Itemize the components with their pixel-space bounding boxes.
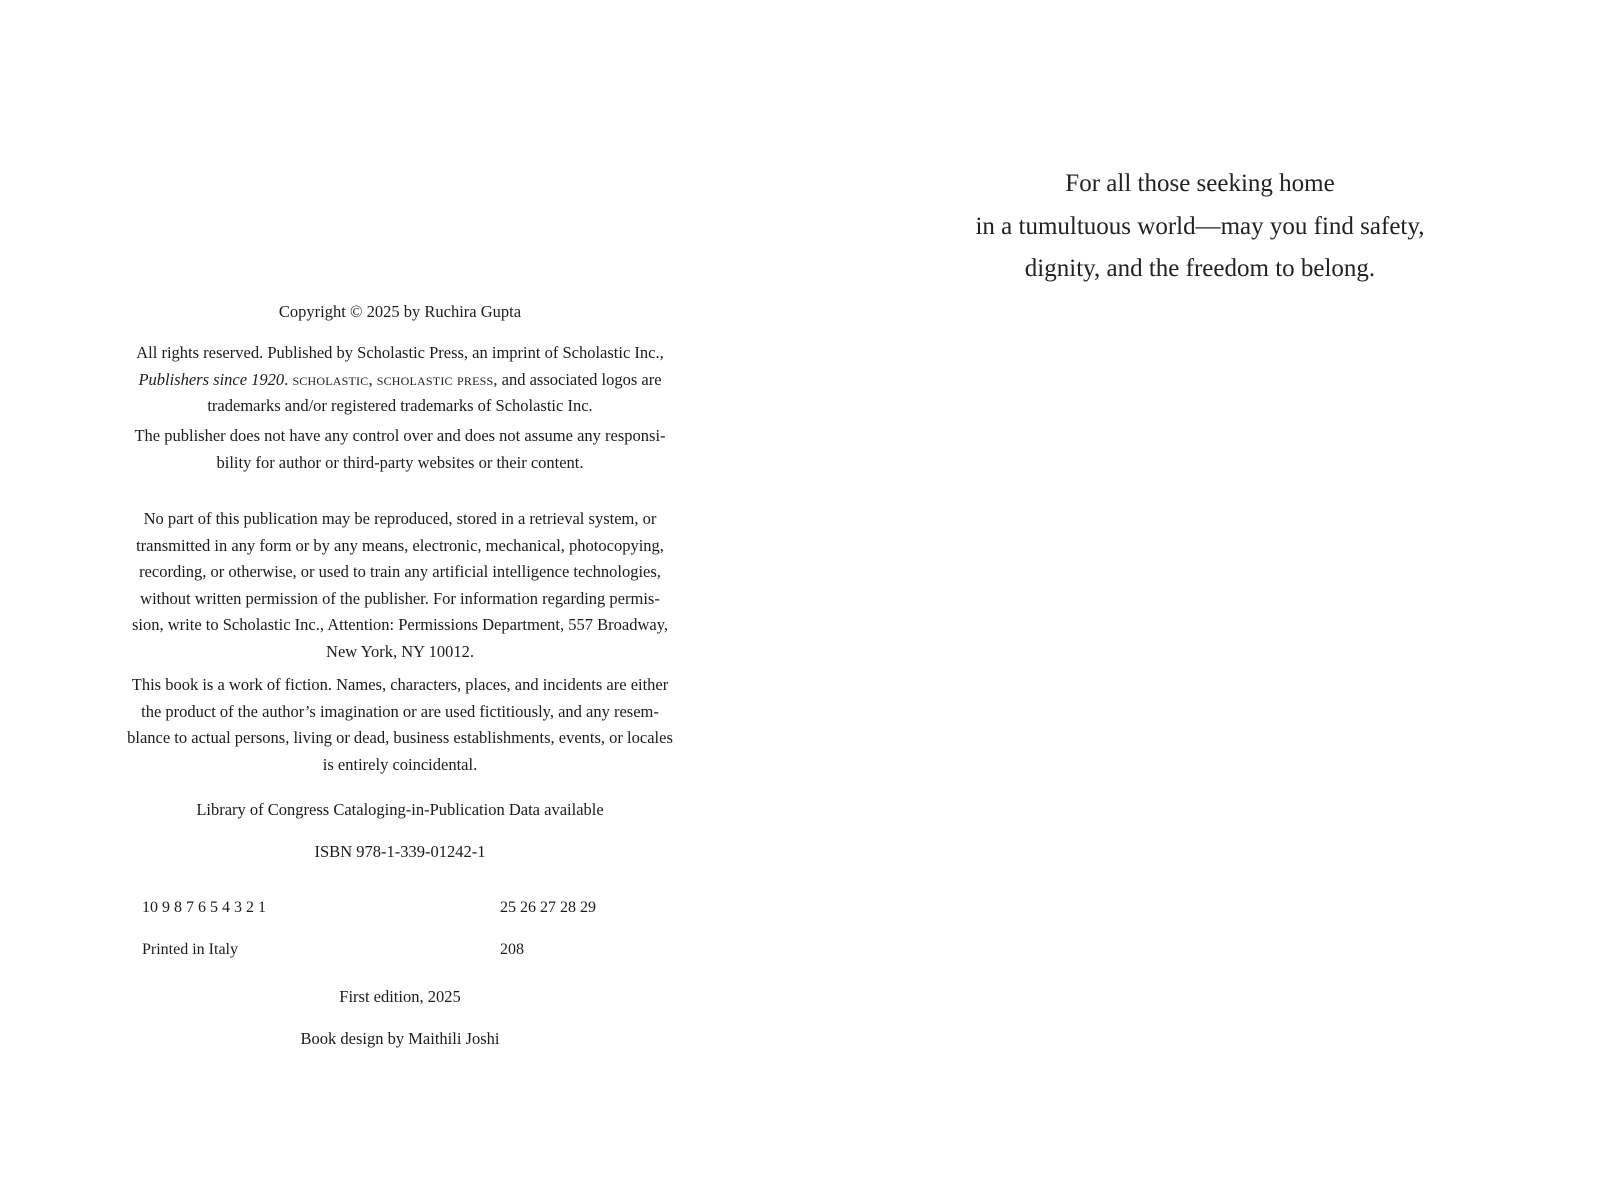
rights-line-2-rest: , and associated logos are [493, 369, 662, 389]
dedication-line: in a tumultuous world—may you find safety, [975, 212, 1425, 240]
reproduction-line: New York, NY 10012. [326, 641, 474, 661]
publishers-since-text: Publishers since 1920 [138, 369, 285, 389]
cip-text: Library of Congress Cataloging-in-Publication Data available [196, 800, 604, 819]
design-text: Book design by Maithili Joshi [300, 1029, 500, 1048]
edition-text: First edition, 2025 [339, 987, 461, 1006]
fiction-line: is entirely coincidental. [322, 754, 478, 774]
isbn-text: ISBN 978-1-339-01242-1 [314, 842, 486, 861]
dedication-line: For all those seeking home [1065, 170, 1335, 197]
rights-period: . [284, 369, 293, 389]
isbn-line [100, 839, 700, 866]
scholastic-press-trademark: scholastic press [376, 369, 494, 389]
reproduction-notice [100, 506, 700, 665]
printer-code: 208 [500, 941, 524, 958]
dedication-page [800, 0, 1600, 1200]
scholastic-trademark: scholastic [292, 369, 369, 389]
publisher-disclaimer [100, 423, 700, 476]
copyright-line [100, 299, 700, 326]
year-code-line: 25 26 27 28 29 [500, 899, 596, 916]
print-number-line: 10 9 8 7 6 5 4 3 2 1 [142, 899, 266, 916]
fiction-line: the product of the author’s imagination or are used fictitiously, and any resem- [141, 701, 659, 721]
rights-line-2 [100, 367, 700, 394]
printed-in-line: Printed in Italy [142, 941, 238, 958]
cip-line [100, 797, 700, 824]
edition-line [100, 984, 700, 1011]
rights-line-3: trademarks and/or registered trademarks of Scholastic Inc. [207, 396, 593, 415]
reproduction-line: sion, write to Scholastic Inc., Attention: Permissions Department, 557 Broadway, [131, 615, 669, 634]
copyright-text: Copyright © 2025 by Ruchira Gupta [278, 302, 522, 321]
reproduction-line: without written permission of the publisher. For information regarding permis- [140, 588, 660, 608]
disclaimer-line: The publisher does not have any control over and does not assume any responsi- [134, 426, 666, 445]
rights-comma: , [368, 369, 377, 389]
reproduction-line: recording, or otherwise, or used to train any artificial intelligence technologies, [139, 562, 661, 581]
design-credit [100, 1026, 700, 1053]
rights-paragraph [100, 340, 700, 420]
fiction-line: blance to actual persons, living or dead, business establishments, events, or locales [127, 728, 673, 747]
rights-line-1: All rights reserved. Published by Scholastic Press, an imprint of Scholastic Inc., [136, 343, 664, 362]
fiction-line: This book is a work of fiction. Names, characters, places, and incidents are either [131, 675, 669, 694]
reproduction-line: No part of this publication may be reproduced, stored in a retrieval system, or [143, 509, 657, 528]
fiction-notice [100, 672, 700, 778]
dedication [950, 163, 1450, 291]
reproduction-line: transmitted in any form or by any means, electronic, mechanical, photocopying, [136, 535, 664, 555]
disclaimer-line: bility for author or third-party websites or their content. [216, 452, 584, 472]
dedication-line: dignity, and the freedom to belong. [1024, 255, 1376, 282]
